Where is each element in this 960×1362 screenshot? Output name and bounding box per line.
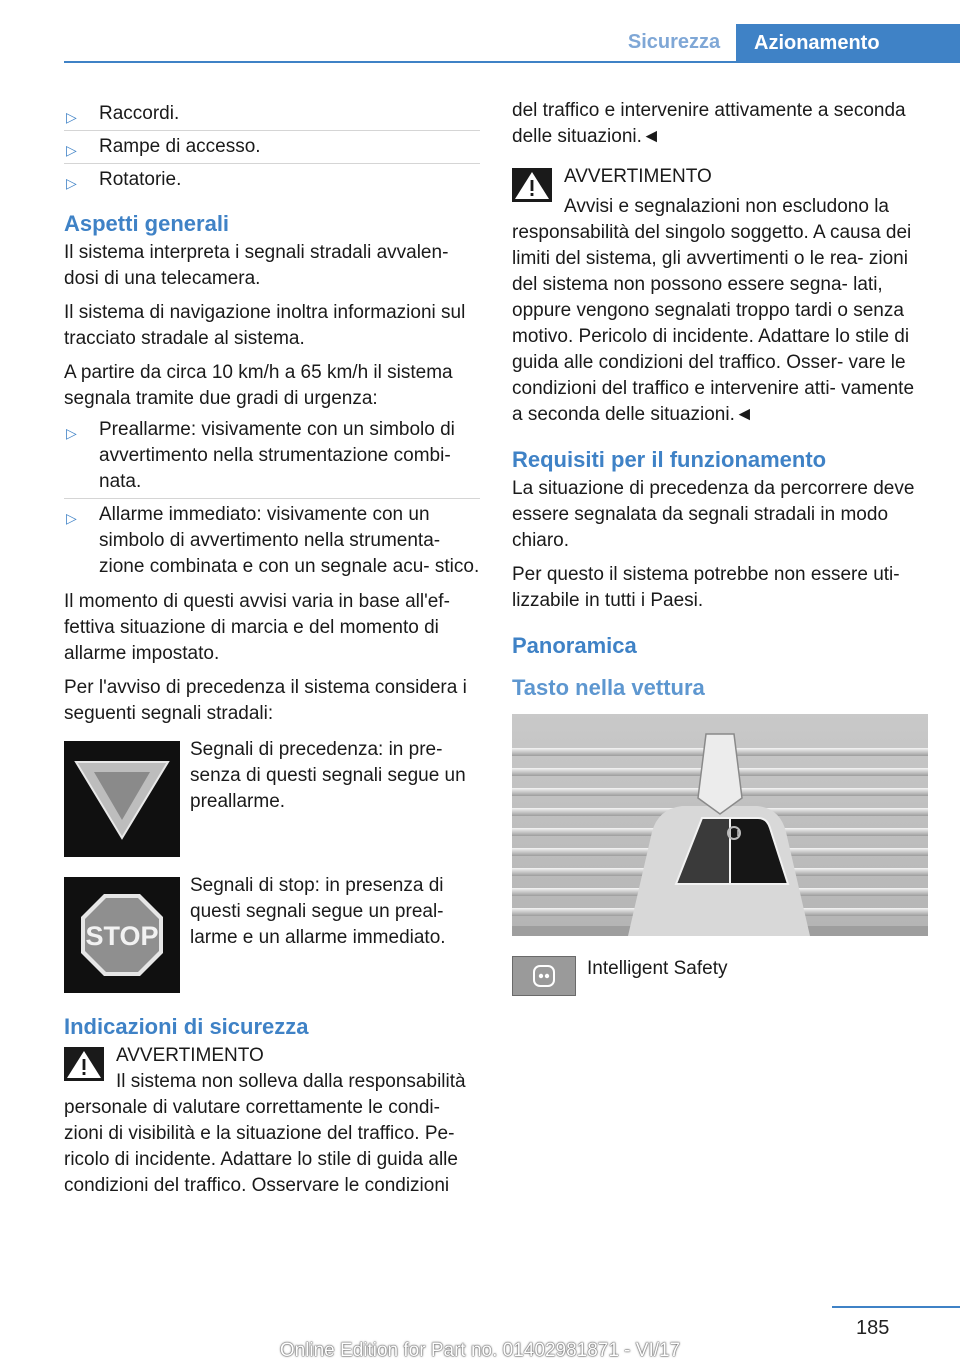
intelligent-safety-button-icon[interactable] <box>512 956 576 996</box>
stop-sign-icon <box>64 877 180 993</box>
tab-sicurezza[interactable]: Sicurezza <box>627 31 721 53</box>
paragraph: Per questo il sistema potrebbe non essere uti‐ lizzabile in tutti i Paesi. <box>512 564 900 611</box>
warning-block <box>512 164 928 428</box>
paragraph: Per l'avviso di precedenza il sistema considera i seguenti segnali stradali: <box>64 677 467 724</box>
yield-sign-text: Segnali di precedenza: in pre‐ senza di questi segnali segue un preallarme. <box>190 739 466 812</box>
tab-azionamento[interactable]: Azionamento <box>736 24 960 63</box>
paragraph: A partire da circa 10 km/h a 65 km/h il sistema segnala tramite due gradi di urgenza: <box>64 362 453 409</box>
heading-overview: Panoramica <box>512 633 637 658</box>
list-item: ▷ Allarme immediato: visivamente con un simbolo di avvertimento nella strumenta‐ zione combinata e con un segnale acu‐ stico. <box>66 504 480 577</box>
warning-triangle-icon <box>64 1047 104 1081</box>
list-item: ▷ Rotatorie. <box>64 164 480 196</box>
warning-text: Avvisi e segnalazioni non escludono la <box>564 196 889 217</box>
triangle-bullet-icon: ▷ <box>66 175 77 191</box>
intelligent-safety-label: Intelligent Safety <box>587 958 728 979</box>
warning-text: personale di valutare correttamente le condi‐ zioni di visibilità e la situazione del traffico. Pe‐ ricolo di incidente. Adattare lo stile di guida alle condizioni del traffico. Osservare le condizioni <box>64 1097 458 1196</box>
warning-triangle-icon <box>512 168 552 202</box>
right-column <box>512 98 928 996</box>
list-road-features <box>64 98 480 196</box>
paragraph: La situazione di precedenza da percorrere deve essere segnalata da segnali stradali in modo chiaro. <box>512 478 915 551</box>
triangle-bullet-icon: ▷ <box>66 425 77 441</box>
car-button-photo <box>512 714 928 936</box>
heading-general: Aspetti generali <box>64 211 230 236</box>
yield-sign-icon <box>64 741 180 857</box>
warning-block <box>64 1043 480 1199</box>
triangle-bullet-icon: ▷ <box>66 142 77 158</box>
triangle-bullet-icon: ▷ <box>66 109 77 125</box>
paragraph: Il sistema interpreta i segnali stradali avvalen‐ dosi di una telecamera. <box>64 242 449 289</box>
stop-sign-text: Segnali di stop: in presenza di questi segnali segue un preal‐ larme e un allarme immediato. <box>190 875 446 948</box>
warning-title: AVVERTIMENTO <box>116 1045 264 1066</box>
page-number: 185 <box>856 1317 890 1339</box>
left-column <box>64 98 480 1199</box>
paragraph: Il momento di questi avvisi varia in base all'ef‐ fettiva situazione di marcia e del momento di allarme impostato. <box>64 591 450 664</box>
triangle-bullet-icon: ▷ <box>66 510 77 526</box>
paragraph: Il sistema di navigazione inoltra informazioni sul tracciato stradale al sistema. <box>64 302 466 349</box>
footer-rule <box>832 1306 960 1308</box>
warning-text: responsabilità del singolo soggetto. A causa dei limiti del sistema, gli avvertimenti o le rea‐ zioni del sistema non possono essere segna‐ lati, oppure vengono segnalati troppo tardi o senza motivo. Pericolo di incidente. Adattare lo stile di guida alle condizioni del traffico. Osser‐ vare le condizioni del traffico e intervenire atti‐ vamente a seconda delle situazioni.◄ <box>512 222 915 425</box>
paragraph: del traffico e intervenire attivamente a seconda delle situazioni.◄ <box>512 100 906 147</box>
warning-title: AVVERTIMENTO <box>564 166 712 187</box>
list-item: ▷ Raccordi. <box>64 98 480 131</box>
subheading-button: Tasto nella vettura <box>512 675 705 700</box>
stop-sign-row <box>64 877 480 995</box>
list-item: ▷ Preallarme: visivamente con un simbolo di avvertimento nella strumentazione combi‐ nata. <box>64 414 480 499</box>
intelligent-safety-row <box>512 956 928 996</box>
yield-sign-row <box>64 741 480 859</box>
list-item: ▷ Rampe di accesso. <box>64 131 480 164</box>
heading-requirements: Requisiti per il funzionamento <box>512 447 827 472</box>
list-urgency <box>64 414 480 583</box>
warning-text: Il sistema non solleva dalla responsabilità <box>116 1071 466 1092</box>
heading-safety: Indicazioni di sicurezza <box>64 1014 309 1039</box>
stop-sign-word: STOP <box>85 921 159 951</box>
edition-footer: Online Edition for Part no. 01402981871 - VI/17 <box>279 1340 681 1361</box>
